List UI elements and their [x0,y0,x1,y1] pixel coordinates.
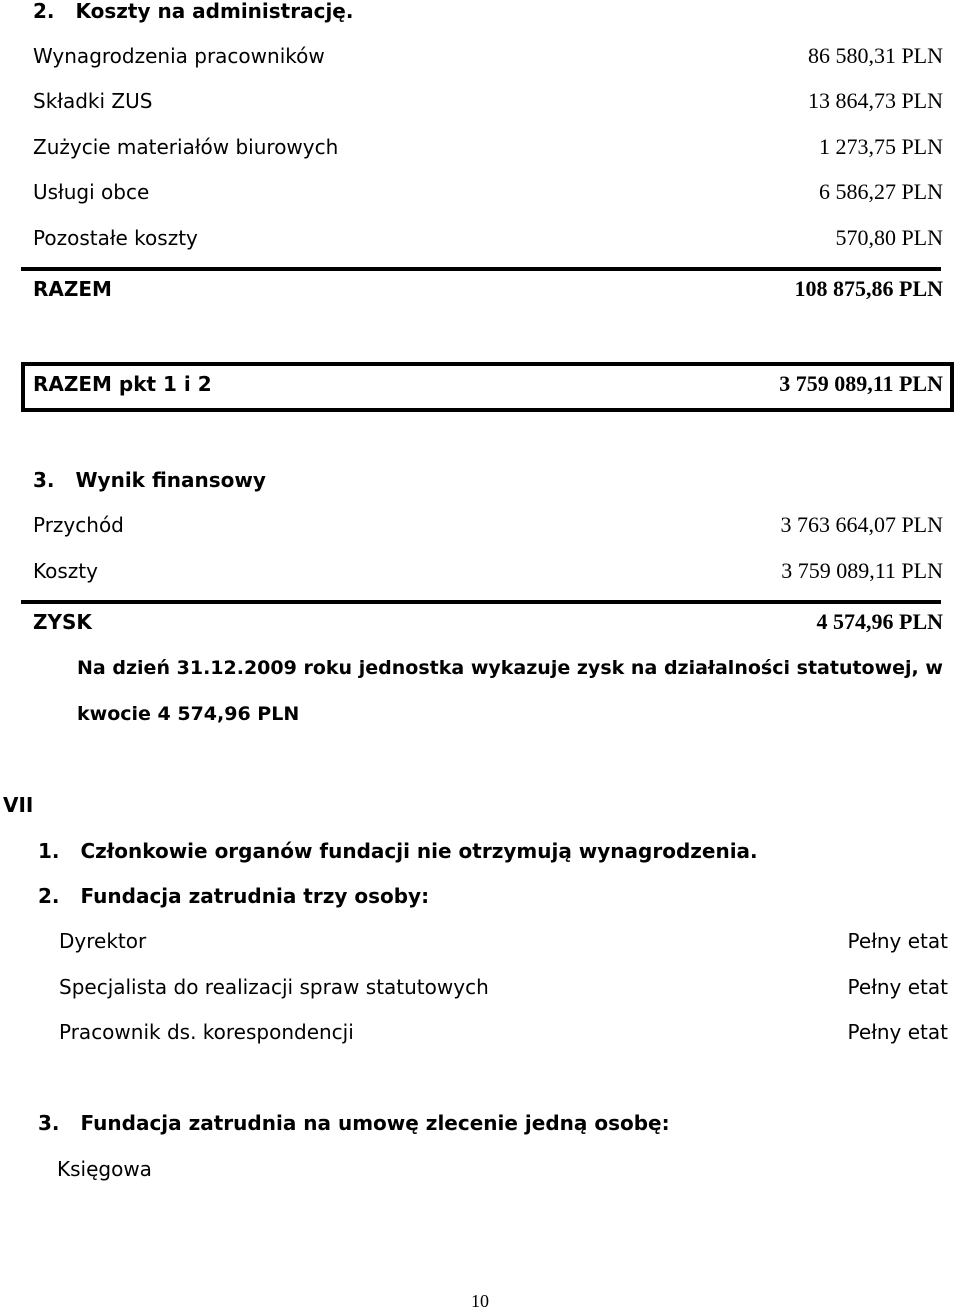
staff-role: Dyrektor [59,929,147,953]
admin-row-label: Pozostałe koszty [33,226,198,250]
staff-type: Pełny etat [847,975,948,999]
contract-person: Księgowa [57,1157,152,1181]
admin-row-value: 6 586,27 PLN [818,179,943,204]
vii-item-3-number: 3. [38,1111,60,1135]
staff-type: Pełny etat [847,1020,948,1044]
vii-item-3 [38,1111,670,1135]
admin-heading [33,0,353,23]
wynik-heading-text: Wynik finansowy [75,468,266,492]
vii-item-1-number: 1. [38,839,60,863]
vii-item-3-text: Fundacja zatrudnia na umowę zlecenie jedną osobę: [80,1111,670,1135]
admin-row-label: Składki ZUS [33,89,153,113]
admin-heading-text: Koszty na administrację. [75,0,354,23]
wynik-note-line-2: kwocie 4 574,96 PLN [77,703,300,725]
razem-summary-label: RAZEM pkt 1 i 2 [33,372,212,396]
admin-row-value: 570,80 PLN [835,225,943,250]
zysk-label: ZYSK [33,610,92,634]
admin-row-label: Usługi obce [33,180,150,204]
admin-row-value: 86 580,31 PLN [807,43,943,68]
admin-total-value: 108 875,86 PLN [794,276,943,301]
wynik-row-value: 3 759 089,11 PLN [781,558,943,583]
wynik-row-label: Koszty [33,559,98,583]
admin-row-label: Zużycie materiałów biurowych [33,135,339,159]
vii-item-1 [38,839,758,863]
vii-item-2-number: 2. [38,884,60,908]
wynik-note-line-1: Na dzień 31.12.2009 roku jednostka wykazuje zysk na działalności statutowej, w [77,657,943,679]
page-number: 10 [471,1291,489,1311]
staff-type: Pełny etat [847,929,948,953]
section-vii-label: VII [3,793,34,817]
admin-heading-number: 2. [33,0,55,23]
admin-row-value: 1 273,75 PLN [818,134,943,159]
staff-role: Pracownik ds. korespondencji [59,1020,354,1044]
vii-item-2-text: Fundacja zatrudnia trzy osoby: [80,884,430,908]
wynik-heading-number: 3. [33,468,55,492]
wynik-total-rule [21,600,941,604]
admin-row-value: 13 864,73 PLN [807,88,943,113]
wynik-row-value: 3 763 664,07 PLN [780,512,943,537]
admin-total-label: RAZEM [33,277,112,301]
admin-total-rule [21,267,941,271]
wynik-row-label: Przychód [33,513,124,537]
razem-summary-value: 3 759 089,11 PLN [779,371,943,396]
admin-row-label: Wynagrodzenia pracowników [33,44,325,68]
staff-role: Specjalista do realizacji spraw statutowych [59,975,489,999]
vii-item-2 [38,884,429,908]
zysk-value: 4 574,96 PLN [816,609,943,634]
wynik-heading [33,468,266,492]
vii-item-1-text: Członkowie organów fundacji nie otrzymują wynagrodzenia. [80,839,758,863]
